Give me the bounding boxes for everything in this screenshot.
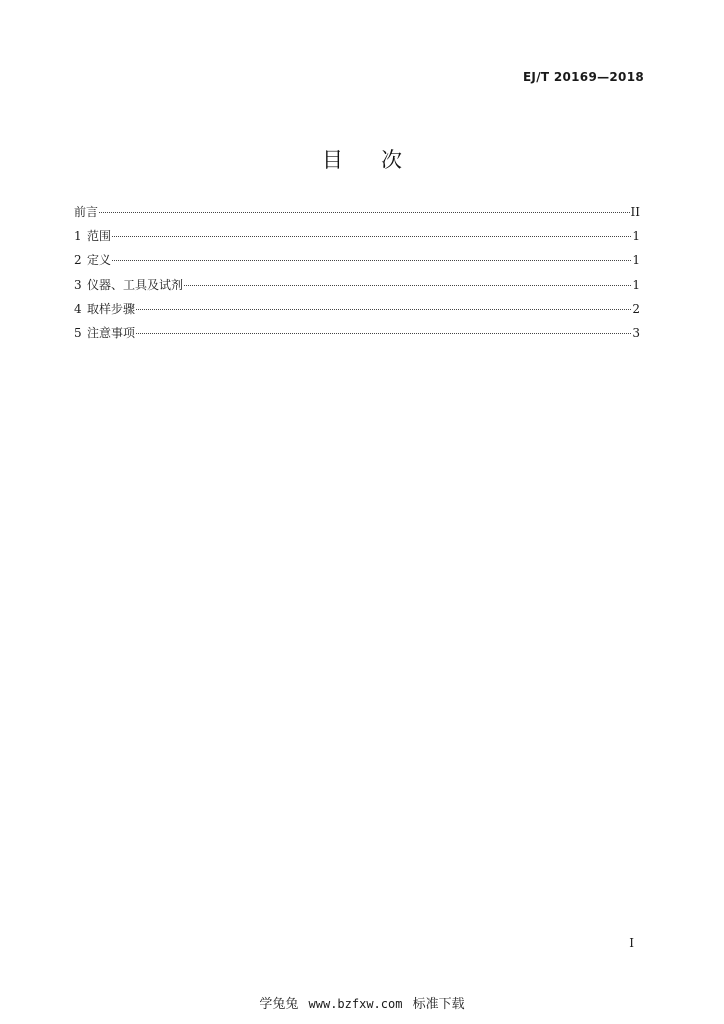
page-number: I <box>629 936 634 950</box>
toc-entry-number: 1 <box>74 229 82 244</box>
toc-entry-number: 5 <box>74 325 82 340</box>
toc-entry-label: 仪器、工具及试剂 <box>87 277 184 292</box>
toc-entry-scope[interactable] <box>74 228 640 252</box>
toc-entry-page: 1 <box>632 277 640 292</box>
toc-entry-page: II <box>630 205 640 219</box>
footer-tagline: 标准下载 <box>412 997 465 1012</box>
footer-site-name: 学兔兔 <box>259 997 299 1012</box>
toc-dot-leader <box>112 236 631 237</box>
toc-dot-leader <box>184 285 631 286</box>
table-of-contents <box>74 204 640 349</box>
toc-entry-page: 2 <box>632 301 640 316</box>
toc-entry-label: 前言 <box>74 205 99 219</box>
toc-entry-foreword[interactable] <box>74 204 640 228</box>
toc-entry-sampling-steps[interactable] <box>74 301 640 325</box>
standard-code: EJ/T 20169—2018 <box>522 70 644 84</box>
toc-dot-leader <box>99 212 630 213</box>
footer-url-link[interactable]: www.bzfxw.com <box>308 997 403 1011</box>
toc-entry-number: 2 <box>74 253 82 268</box>
toc-dot-leader <box>112 260 631 261</box>
toc-dot-leader <box>136 333 631 334</box>
page-title: 目次 <box>322 148 440 172</box>
toc-entry-definitions[interactable] <box>74 252 640 276</box>
toc-entry-label: 范围 <box>87 229 112 244</box>
toc-entry-page: 1 <box>632 253 640 268</box>
toc-entry-label: 取样步骤 <box>87 301 136 316</box>
toc-entry-page: 1 <box>632 229 640 244</box>
toc-entry-label: 注意事项 <box>87 325 136 340</box>
toc-entry-label: 定义 <box>87 253 112 268</box>
toc-entry-page: 3 <box>632 325 640 340</box>
toc-entry-number: 3 <box>74 277 82 292</box>
footer-watermark <box>0 993 724 1012</box>
toc-entry-instruments[interactable] <box>74 277 640 301</box>
toc-entry-number: 4 <box>74 301 82 316</box>
toc-entry-precautions[interactable] <box>74 325 640 349</box>
toc-dot-leader <box>136 309 631 310</box>
